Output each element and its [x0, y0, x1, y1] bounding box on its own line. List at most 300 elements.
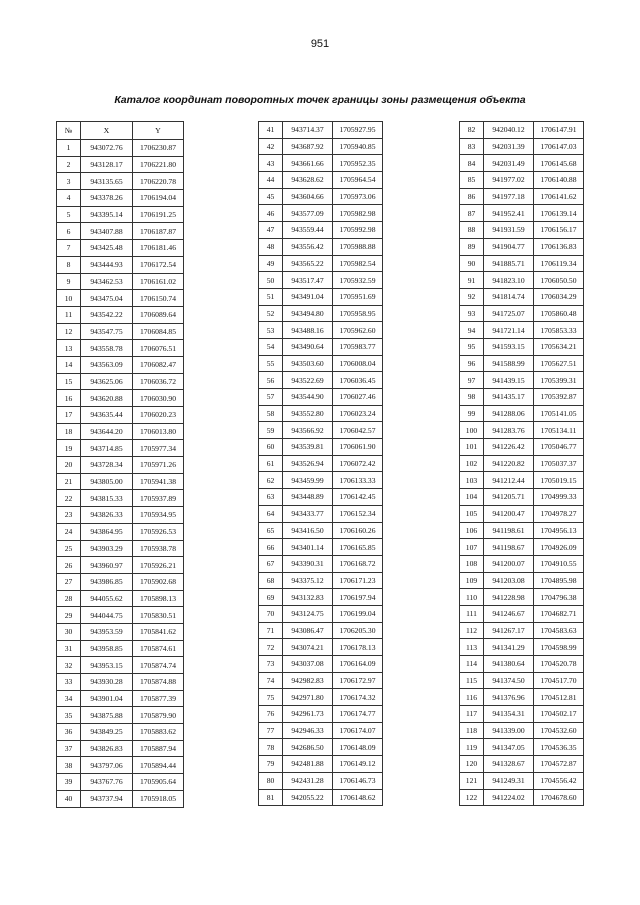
- x-coordinate-cell: 944044.75: [81, 607, 133, 624]
- table-row: [259, 622, 383, 639]
- table-row: [259, 138, 383, 155]
- point-number-cell: 54: [259, 338, 283, 355]
- x-coordinate-cell: 941267.17: [484, 622, 534, 639]
- table-row: [259, 555, 383, 572]
- table-row: [57, 623, 184, 640]
- y-coordinate-cell: 1704956.13: [534, 522, 584, 539]
- y-coordinate-cell: 1706230.87: [133, 140, 184, 157]
- point-number-cell: 20: [57, 457, 81, 474]
- table-row: [460, 722, 584, 739]
- y-coordinate-cell: 1706168.72: [333, 555, 383, 572]
- table-row: [57, 507, 184, 524]
- point-number-cell: 46: [259, 205, 283, 222]
- table-row: [57, 790, 184, 807]
- x-coordinate-cell: 943494.80: [283, 305, 333, 322]
- header-x: X: [81, 122, 133, 140]
- coordinates-table-3: [459, 121, 584, 806]
- y-coordinate-cell: 1704999.33: [534, 489, 584, 506]
- point-number-cell: 101: [460, 439, 484, 456]
- table-row: [57, 173, 184, 190]
- point-number-cell: 52: [259, 305, 283, 322]
- point-number-cell: 6: [57, 223, 81, 240]
- x-coordinate-cell: 943559.44: [283, 222, 333, 239]
- table-row: [259, 572, 383, 589]
- header-number: №: [57, 122, 81, 140]
- y-coordinate-cell: 1706133.33: [333, 472, 383, 489]
- x-coordinate-cell: 942031.49: [484, 155, 534, 172]
- table-row: [460, 639, 584, 656]
- table-row: [460, 472, 584, 489]
- table-row: [57, 674, 184, 691]
- table-row: [460, 689, 584, 706]
- point-number-cell: 64: [259, 505, 283, 522]
- x-coordinate-cell: 943875.88: [81, 707, 133, 724]
- table-row: [259, 522, 383, 539]
- table-row: [460, 789, 584, 806]
- x-coordinate-cell: 942031.39: [484, 138, 534, 155]
- point-number-cell: 112: [460, 622, 484, 639]
- x-coordinate-cell: 943475.04: [81, 290, 133, 307]
- x-coordinate-cell: 943903.29: [81, 540, 133, 557]
- y-coordinate-cell: 1704598.99: [534, 639, 584, 656]
- table-row: [460, 389, 584, 406]
- y-coordinate-cell: 1705874.88: [133, 674, 184, 691]
- y-coordinate-cell: 1704536.35: [534, 739, 584, 756]
- table-row: [57, 590, 184, 607]
- y-coordinate-cell: 1705937.89: [133, 490, 184, 507]
- y-coordinate-cell: 1704572.87: [534, 756, 584, 773]
- y-coordinate-cell: 1704583.63: [534, 622, 584, 639]
- y-coordinate-cell: 1705992.98: [333, 222, 383, 239]
- table-row: [57, 256, 184, 273]
- table-row: [259, 338, 383, 355]
- x-coordinate-cell: 941341.29: [484, 639, 534, 656]
- x-coordinate-cell: 942040.12: [484, 122, 534, 139]
- x-coordinate-cell: 941283.76: [484, 422, 534, 439]
- point-number-cell: 84: [460, 155, 484, 172]
- y-coordinate-cell: 1705134.11: [534, 422, 584, 439]
- x-coordinate-cell: 943128.17: [81, 156, 133, 173]
- point-number-cell: 13: [57, 340, 81, 357]
- x-coordinate-cell: 942982.83: [283, 672, 333, 689]
- point-number-cell: 109: [460, 572, 484, 589]
- y-coordinate-cell: 1706147.91: [534, 122, 584, 139]
- table-row: [259, 706, 383, 723]
- point-number-cell: 73: [259, 656, 283, 673]
- x-coordinate-cell: 943628.62: [283, 172, 333, 189]
- point-number-cell: 22: [57, 490, 81, 507]
- table-row: [57, 573, 184, 590]
- point-number-cell: 42: [259, 138, 283, 155]
- x-coordinate-cell: 943395.14: [81, 206, 133, 223]
- table-row: [57, 373, 184, 390]
- table-row: [57, 407, 184, 424]
- point-number-cell: 93: [460, 305, 484, 322]
- table-row: [460, 138, 584, 155]
- point-number-cell: 88: [460, 222, 484, 239]
- x-coordinate-cell: 942971.80: [283, 689, 333, 706]
- x-coordinate-cell: 941339.00: [484, 722, 534, 739]
- point-number-cell: 12: [57, 323, 81, 340]
- table-row: [259, 605, 383, 622]
- x-coordinate-cell: 942431.28: [283, 772, 333, 789]
- table-row: [460, 539, 584, 556]
- table-row: [259, 739, 383, 756]
- point-number-cell: 86: [460, 188, 484, 205]
- y-coordinate-cell: 1705964.54: [333, 172, 383, 189]
- x-coordinate-cell: 943767.76: [81, 774, 133, 791]
- y-coordinate-cell: 1704520.78: [534, 656, 584, 673]
- point-number-cell: 119: [460, 739, 484, 756]
- x-coordinate-cell: 943728.34: [81, 457, 133, 474]
- y-coordinate-cell: 1705019.15: [534, 472, 584, 489]
- x-coordinate-cell: 943826.83: [81, 740, 133, 757]
- y-coordinate-cell: 1706027.46: [333, 389, 383, 406]
- y-coordinate-cell: 1705927.95: [333, 122, 383, 139]
- x-coordinate-cell: 941212.44: [484, 472, 534, 489]
- coordinates-table-2: [258, 121, 383, 806]
- table-row: [460, 589, 584, 606]
- point-number-cell: 78: [259, 739, 283, 756]
- point-number-cell: 45: [259, 188, 283, 205]
- table-row: [57, 657, 184, 674]
- point-number-cell: 44: [259, 172, 283, 189]
- x-coordinate-cell: 943490.64: [283, 338, 333, 355]
- y-coordinate-cell: 1706197.94: [333, 589, 383, 606]
- y-coordinate-cell: 1705874.61: [133, 640, 184, 657]
- y-coordinate-cell: 1706050.50: [534, 272, 584, 289]
- y-coordinate-cell: 1706194.04: [133, 190, 184, 207]
- y-coordinate-cell: 1706034.29: [534, 288, 584, 305]
- y-coordinate-cell: 1705988.88: [333, 238, 383, 255]
- table-row: [460, 288, 584, 305]
- x-coordinate-cell: 941220.82: [484, 455, 534, 472]
- point-number-cell: 79: [259, 756, 283, 773]
- x-coordinate-cell: 943815.33: [81, 490, 133, 507]
- table-row: [57, 223, 184, 240]
- y-coordinate-cell: 1706119.34: [534, 255, 584, 272]
- point-number-cell: 71: [259, 622, 283, 639]
- y-coordinate-cell: 1706042.57: [333, 422, 383, 439]
- point-number-cell: 28: [57, 590, 81, 607]
- point-number-cell: 72: [259, 639, 283, 656]
- x-coordinate-cell: 941904.77: [484, 238, 534, 255]
- table-row: [259, 222, 383, 239]
- point-number-cell: 38: [57, 757, 81, 774]
- point-number-cell: 59: [259, 422, 283, 439]
- page-number: 951: [310, 38, 330, 50]
- x-coordinate-cell: 941246.67: [484, 605, 534, 622]
- table-row: [57, 523, 184, 540]
- table-row: [57, 190, 184, 207]
- table-row: [57, 540, 184, 557]
- x-coordinate-cell: 943425.48: [81, 240, 133, 257]
- point-number-cell: 41: [259, 122, 283, 139]
- point-number-cell: 36: [57, 724, 81, 741]
- table-row: [460, 522, 584, 539]
- x-coordinate-cell: 943132.83: [283, 589, 333, 606]
- x-coordinate-cell: 942686.50: [283, 739, 333, 756]
- point-number-cell: 21: [57, 473, 81, 490]
- table-row: [259, 188, 383, 205]
- x-coordinate-cell: 943448.89: [283, 489, 333, 506]
- x-coordinate-cell: 943960.97: [81, 557, 133, 574]
- table-row: [460, 255, 584, 272]
- table-row: [460, 739, 584, 756]
- point-number-cell: 113: [460, 639, 484, 656]
- y-coordinate-cell: 1705046.77: [534, 439, 584, 456]
- y-coordinate-cell: 1704517.70: [534, 672, 584, 689]
- table-row: [259, 756, 383, 773]
- point-number-cell: 74: [259, 672, 283, 689]
- point-number-cell: 23: [57, 507, 81, 524]
- y-coordinate-cell: 1706146.73: [333, 772, 383, 789]
- y-coordinate-cell: 1706084.85: [133, 323, 184, 340]
- table-row: [460, 122, 584, 139]
- table-row: [57, 340, 184, 357]
- table-row: [57, 707, 184, 724]
- point-number-cell: 81: [259, 789, 283, 806]
- table-row: [57, 740, 184, 757]
- point-number-cell: 56: [259, 372, 283, 389]
- y-coordinate-cell: 1705926.53: [133, 523, 184, 540]
- table-row: [57, 490, 184, 507]
- y-coordinate-cell: 1706181.46: [133, 240, 184, 257]
- x-coordinate-cell: 943644.20: [81, 423, 133, 440]
- table-row: [57, 473, 184, 490]
- x-coordinate-cell: 943124.75: [283, 605, 333, 622]
- x-coordinate-cell: 943522.69: [283, 372, 333, 389]
- y-coordinate-cell: 1705894.44: [133, 757, 184, 774]
- table-row: [57, 607, 184, 624]
- table-row: [460, 172, 584, 189]
- point-number-cell: 68: [259, 572, 283, 589]
- x-coordinate-cell: 941977.18: [484, 188, 534, 205]
- x-coordinate-cell: 943556.42: [283, 238, 333, 255]
- table-row: [259, 539, 383, 556]
- x-coordinate-cell: 943661.66: [283, 155, 333, 172]
- x-coordinate-cell: 944055.62: [81, 590, 133, 607]
- x-coordinate-cell: 941203.08: [484, 572, 534, 589]
- point-number-cell: 18: [57, 423, 81, 440]
- y-coordinate-cell: 1705958.95: [333, 305, 383, 322]
- y-coordinate-cell: 1706036.72: [133, 373, 184, 390]
- table-row: [57, 757, 184, 774]
- y-coordinate-cell: 1705940.85: [333, 138, 383, 155]
- x-coordinate-cell: 943378.26: [81, 190, 133, 207]
- x-coordinate-cell: 941200.47: [484, 505, 534, 522]
- x-coordinate-cell: 943563.09: [81, 356, 133, 373]
- y-coordinate-cell: 1706161.02: [133, 273, 184, 290]
- y-coordinate-cell: 1704502.17: [534, 706, 584, 723]
- x-coordinate-cell: 941931.59: [484, 222, 534, 239]
- point-number-cell: 33: [57, 674, 81, 691]
- point-number-cell: 122: [460, 789, 484, 806]
- point-number-cell: 63: [259, 489, 283, 506]
- x-coordinate-cell: 943542.22: [81, 306, 133, 323]
- table-row: [460, 355, 584, 372]
- point-number-cell: 31: [57, 640, 81, 657]
- coordinates-table-1: [56, 121, 184, 808]
- y-coordinate-cell: 1705971.26: [133, 457, 184, 474]
- x-coordinate-cell: 941347.05: [484, 739, 534, 756]
- y-coordinate-cell: 1706148.09: [333, 739, 383, 756]
- y-coordinate-cell: 1704682.71: [534, 605, 584, 622]
- y-coordinate-cell: 1705874.74: [133, 657, 184, 674]
- y-coordinate-cell: 1705883.62: [133, 724, 184, 741]
- table-row: [259, 489, 383, 506]
- x-coordinate-cell: 943604.66: [283, 188, 333, 205]
- point-number-cell: 104: [460, 489, 484, 506]
- x-coordinate-cell: 943072.76: [81, 140, 133, 157]
- x-coordinate-cell: 941374.50: [484, 672, 534, 689]
- y-coordinate-cell: 1706156.17: [534, 222, 584, 239]
- y-coordinate-cell: 1706136.83: [534, 238, 584, 255]
- point-number-cell: 49: [259, 255, 283, 272]
- table-row: [259, 155, 383, 172]
- table-row: [57, 306, 184, 323]
- table-row: [460, 322, 584, 339]
- point-number-cell: 40: [57, 790, 81, 807]
- table-row: [460, 489, 584, 506]
- table-row: [259, 422, 383, 439]
- x-coordinate-cell: 943074.21: [283, 639, 333, 656]
- x-coordinate-cell: 943930.28: [81, 674, 133, 691]
- x-coordinate-cell: 943620.88: [81, 390, 133, 407]
- table-row: [259, 272, 383, 289]
- table-row: [57, 206, 184, 223]
- point-number-cell: 62: [259, 472, 283, 489]
- table-row: [460, 155, 584, 172]
- x-coordinate-cell: 942481.88: [283, 756, 333, 773]
- x-coordinate-cell: 943375.12: [283, 572, 333, 589]
- x-coordinate-cell: 943544.90: [283, 389, 333, 406]
- point-number-cell: 105: [460, 505, 484, 522]
- y-coordinate-cell: 1706174.07: [333, 722, 383, 739]
- x-coordinate-cell: 941593.15: [484, 338, 534, 355]
- point-number-cell: 103: [460, 472, 484, 489]
- table-row: [460, 772, 584, 789]
- table-row: [259, 322, 383, 339]
- point-number-cell: 106: [460, 522, 484, 539]
- y-coordinate-cell: 1706036.45: [333, 372, 383, 389]
- point-number-cell: 16: [57, 390, 81, 407]
- table-row: [259, 722, 383, 739]
- x-coordinate-cell: 941588.99: [484, 355, 534, 372]
- x-coordinate-cell: 941249.31: [484, 772, 534, 789]
- point-number-cell: 24: [57, 523, 81, 540]
- point-number-cell: 37: [57, 740, 81, 757]
- y-coordinate-cell: 1705037.37: [534, 455, 584, 472]
- y-coordinate-cell: 1706082.47: [133, 356, 184, 373]
- point-number-cell: 9: [57, 273, 81, 290]
- y-coordinate-cell: 1706076.51: [133, 340, 184, 357]
- x-coordinate-cell: 943407.88: [81, 223, 133, 240]
- x-coordinate-cell: 943958.85: [81, 640, 133, 657]
- x-coordinate-cell: 941224.02: [484, 789, 534, 806]
- x-coordinate-cell: 943416.50: [283, 522, 333, 539]
- x-coordinate-cell: 943737.94: [81, 790, 133, 807]
- y-coordinate-cell: 1706174.77: [333, 706, 383, 723]
- table-row: [259, 505, 383, 522]
- x-coordinate-cell: 943135.65: [81, 173, 133, 190]
- point-number-cell: 85: [460, 172, 484, 189]
- y-coordinate-cell: 1705982.54: [333, 255, 383, 272]
- y-coordinate-cell: 1704910.55: [534, 555, 584, 572]
- table-row: [57, 356, 184, 373]
- point-number-cell: 118: [460, 722, 484, 739]
- x-coordinate-cell: 941380.64: [484, 656, 534, 673]
- y-coordinate-cell: 1706160.26: [333, 522, 383, 539]
- x-coordinate-cell: 943526.94: [283, 455, 333, 472]
- point-number-cell: 69: [259, 589, 283, 606]
- point-number-cell: 39: [57, 774, 81, 791]
- y-coordinate-cell: 1706165.85: [333, 539, 383, 556]
- table-row: [57, 156, 184, 173]
- table-row: [460, 439, 584, 456]
- x-coordinate-cell: 941198.67: [484, 539, 534, 556]
- point-number-cell: 30: [57, 623, 81, 640]
- point-number-cell: 111: [460, 605, 484, 622]
- x-coordinate-cell: 943491.04: [283, 288, 333, 305]
- table-row: [57, 240, 184, 257]
- x-coordinate-cell: 941288.06: [484, 405, 534, 422]
- point-number-cell: 70: [259, 605, 283, 622]
- point-number-cell: 83: [460, 138, 484, 155]
- table-row: [259, 288, 383, 305]
- x-coordinate-cell: 941823.10: [484, 272, 534, 289]
- point-number-cell: 8: [57, 256, 81, 273]
- y-coordinate-cell: 1706089.64: [133, 306, 184, 323]
- point-number-cell: 95: [460, 338, 484, 355]
- x-coordinate-cell: 943539.81: [283, 439, 333, 456]
- point-number-cell: 96: [460, 355, 484, 372]
- x-coordinate-cell: 943714.85: [81, 440, 133, 457]
- x-coordinate-cell: 943953.59: [81, 623, 133, 640]
- x-coordinate-cell: 943086.47: [283, 622, 333, 639]
- y-coordinate-cell: 1706061.90: [333, 439, 383, 456]
- point-number-cell: 97: [460, 372, 484, 389]
- table-row: [259, 772, 383, 789]
- y-coordinate-cell: 1706178.13: [333, 639, 383, 656]
- x-coordinate-cell: 941725.07: [484, 305, 534, 322]
- table-row: [460, 756, 584, 773]
- y-coordinate-cell: 1705860.48: [534, 305, 584, 322]
- point-number-cell: 100: [460, 422, 484, 439]
- y-coordinate-cell: 1705982.98: [333, 205, 383, 222]
- point-number-cell: 99: [460, 405, 484, 422]
- x-coordinate-cell: 941376.96: [484, 689, 534, 706]
- y-coordinate-cell: 1705938.78: [133, 540, 184, 557]
- point-number-cell: 57: [259, 389, 283, 406]
- x-coordinate-cell: 943488.16: [283, 322, 333, 339]
- point-number-cell: 50: [259, 272, 283, 289]
- point-number-cell: 43: [259, 155, 283, 172]
- table-row: [57, 273, 184, 290]
- y-coordinate-cell: 1706148.62: [333, 789, 383, 806]
- y-coordinate-cell: 1706139.14: [534, 205, 584, 222]
- point-number-cell: 1: [57, 140, 81, 157]
- y-coordinate-cell: 1706020.23: [133, 407, 184, 424]
- point-number-cell: 58: [259, 405, 283, 422]
- y-coordinate-cell: 1706030.90: [133, 390, 184, 407]
- x-coordinate-cell: 941226.42: [484, 439, 534, 456]
- y-coordinate-cell: 1704532.60: [534, 722, 584, 739]
- table-row: [460, 238, 584, 255]
- x-coordinate-cell: 941354.31: [484, 706, 534, 723]
- x-coordinate-cell: 943517.47: [283, 272, 333, 289]
- point-number-cell: 32: [57, 657, 81, 674]
